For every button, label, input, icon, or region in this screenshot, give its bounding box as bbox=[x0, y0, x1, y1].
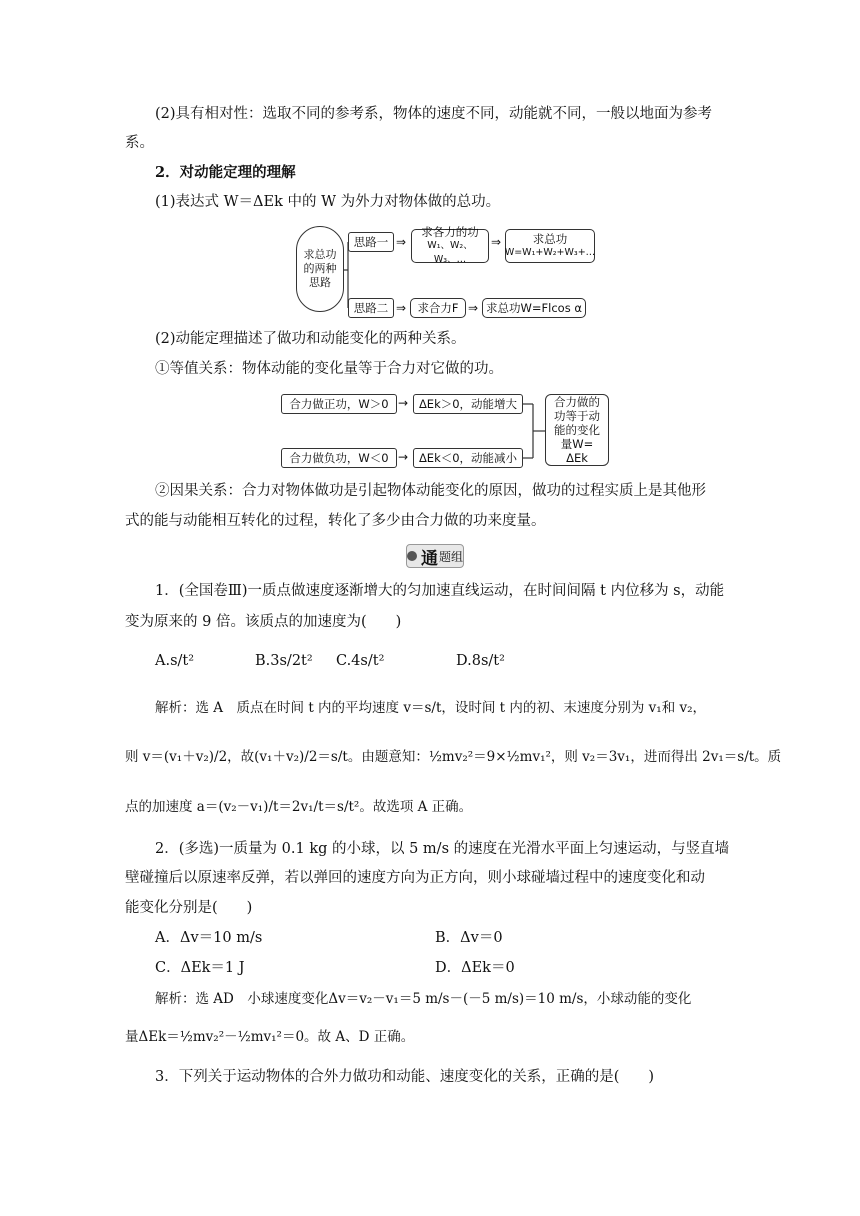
answer-line: 点的加速度 a＝(v₂－v₁)/t＝2v₁/t＝s/t²。故选项 A 正确。 bbox=[125, 799, 473, 815]
option-d: D.8s/t² bbox=[456, 653, 505, 669]
negative-result-box: ΔEk＜0，动能减小 bbox=[413, 448, 523, 468]
step-subtext: W₁、W₂、W₃、… bbox=[427, 240, 473, 265]
path1-step2 bbox=[505, 229, 595, 263]
badge-big-text: 通 bbox=[421, 548, 438, 569]
diagram-merge-lines bbox=[523, 402, 545, 462]
para-line: (2)具有相对性：选取不同的参考系，物体的速度不同，动能就不同，一般以地面为参考 bbox=[155, 106, 713, 122]
step-text: 求总功 bbox=[532, 232, 568, 246]
answer-line: 解析：选 A 质点在时间 t 内的平均速度 v＝s/t，设时间 t 内的初、末速度分别为 v₁和 v₂， bbox=[155, 700, 707, 716]
path1-step1 bbox=[411, 225, 489, 265]
answer-line: 则 v＝(v₁＋v₂)/2，故(v₁＋v₂)/2＝s/t。由题意知：½mv₂²＝9×½mv₁²，则 v₂＝3v₁，进而得出 2v₁＝s/t。质 bbox=[125, 749, 782, 765]
option-b: B．Δv＝0 bbox=[435, 930, 503, 946]
arrow-icon: ⇒ bbox=[396, 235, 407, 249]
answer-line: 量ΔEk＝½mv₂²－½mv₁²＝0。故 A、D 正确。 bbox=[125, 1029, 415, 1045]
negative-work-box: 合力做负功，W＜0 bbox=[281, 448, 397, 468]
step-text: 求各力的功 bbox=[421, 225, 479, 239]
arrow-icon: ⇒ bbox=[491, 235, 502, 249]
arrow-icon: → bbox=[398, 450, 409, 464]
para-line: ①等值关系：物体动能的变化量等于合力对它做的功。 bbox=[155, 361, 503, 377]
step-subtext: W=W₁+W₂+W₃+… bbox=[504, 247, 596, 258]
positive-work-box: 合力做正功，W＞0 bbox=[281, 394, 397, 414]
para-line: ②因果关系：合力对物体做功是引起物体动能变化的原因，做功的过程实质上是其他形 bbox=[155, 483, 706, 499]
option-c: C．ΔEk＝1 J bbox=[155, 960, 245, 976]
path2-label: 思路二 bbox=[348, 298, 394, 318]
section-badge bbox=[406, 544, 464, 568]
arrow-icon: ⇒ bbox=[468, 301, 479, 315]
question-line: 能变化分别是( ) bbox=[125, 900, 253, 916]
option-a: A.s/t² bbox=[155, 653, 195, 669]
path1-label: 思路一 bbox=[348, 232, 394, 252]
para-line: 系。 bbox=[125, 135, 154, 151]
question-line: 1．(全国卷Ⅲ)一质点做速度逐渐增大的匀加速直线运动，在时间间隔 t 内位移为 s，动能 bbox=[155, 583, 725, 599]
para-line: 式的能与动能相互转化的过程，转化了多少由合力做的功来度量。 bbox=[125, 513, 546, 529]
option-a: A．Δv＝10 m/s bbox=[155, 930, 263, 946]
para-line: (2)动能定理描述了做功和动能变化的两种关系。 bbox=[155, 331, 466, 347]
question-line: 变为原来的 9 倍。该质点的加速度为( ) bbox=[125, 614, 402, 630]
question-line: 壁碰撞后以原速率反弹，若以弹回的速度方向为正方向，则小球碰墙过程中的速度变化和动 bbox=[125, 870, 705, 886]
arrow-icon: → bbox=[398, 396, 409, 410]
option-d: D．ΔEk＝0 bbox=[435, 960, 515, 976]
option-c: C.4s/t² bbox=[336, 653, 385, 669]
section-heading: 2．对动能定理的理解 bbox=[155, 164, 296, 181]
option-b: B.3s/2t² bbox=[255, 653, 313, 669]
para-line: (1)表达式 W＝ΔEk 中的 W 为外力对物体做的总功。 bbox=[155, 194, 501, 210]
path2-step1: 求合力F bbox=[410, 298, 466, 318]
diagram-root: 求总功的两种思路 bbox=[296, 226, 344, 312]
conclusion-box: 合力做的功等于动能的变化量W= ΔEk bbox=[545, 394, 609, 466]
positive-result-box: ΔEk＞0，动能增大 bbox=[413, 394, 523, 414]
badge-small-text: 题组 bbox=[439, 549, 464, 564]
badge-dot-icon bbox=[407, 551, 417, 561]
question-line: 2．(多选)一质量为 0.1 kg 的小球，以 5 m/s 的速度在光滑水平面上匀速运动，与竖直墙 bbox=[155, 841, 730, 857]
arrow-icon: ⇒ bbox=[396, 301, 407, 315]
path2-step2: 求总功W=Flcos α bbox=[482, 298, 586, 318]
answer-line: 解析：选 AD 小球速度变化Δv＝v₂－v₁＝5 m/s－(－5 m/s)＝10 m/s，小球动能的变化 bbox=[155, 991, 692, 1007]
question-line: 3．下列关于运动物体的合外力做功和动能、速度变化的关系，正确的是( ) bbox=[155, 1069, 655, 1085]
